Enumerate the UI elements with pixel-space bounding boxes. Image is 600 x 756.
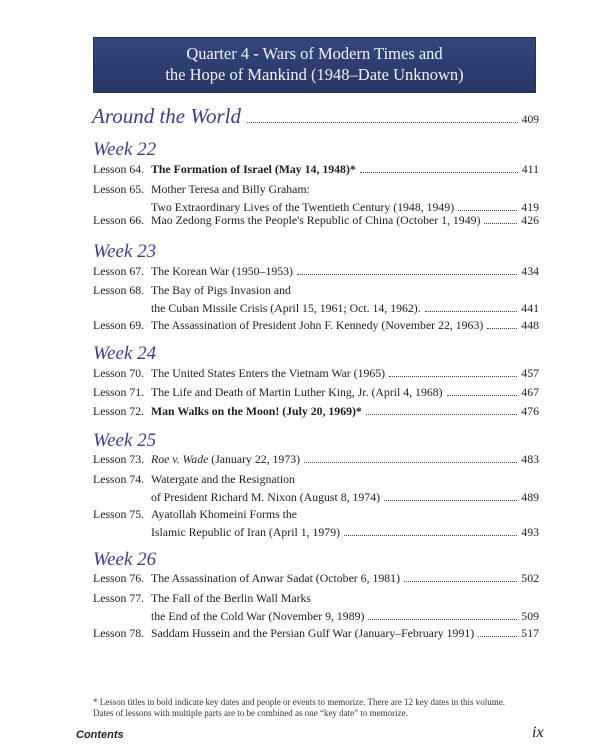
lesson-number: Lesson 70. (93, 366, 145, 380)
lesson-entry (93, 281, 539, 317)
lesson-number: Lesson 68. (93, 283, 145, 297)
lesson-page-number: 502 (521, 571, 539, 585)
section-heading (92, 104, 539, 129)
footer-page-number: ix (532, 724, 544, 741)
leader-dots (478, 636, 517, 637)
section-title: Around the World (92, 104, 241, 128)
leader-dots (368, 619, 517, 620)
section-page-number: 409 (521, 114, 539, 126)
quarter-title-line-1: Quarter 4 - Wars of Modern Times and (186, 44, 443, 63)
week-heading: Week 25 (93, 430, 157, 451)
lesson-page-number: 426 (521, 213, 539, 227)
lesson-title: The Assassination of Anwar Sadat (October 6, 1981) (151, 571, 400, 585)
lesson-page-number: 509 (521, 609, 539, 623)
lesson-title: The Korean War (1950–1953) (151, 264, 293, 278)
lesson-page-number: 517 (521, 626, 539, 640)
lesson-title: The Life and Death of Martin Luther King, Jr. (April 4, 1968) (151, 385, 443, 399)
lesson-page-number: 434 (521, 264, 539, 278)
leader-dots (487, 328, 517, 329)
leader-dots (344, 535, 517, 536)
lesson-page-number: 483 (521, 452, 539, 466)
lesson-number: Lesson 72. (93, 404, 145, 418)
lesson-number: Lesson 74. (93, 472, 145, 486)
lesson-title: The Assassination of President John F. Kennedy (November 22, 1963) (151, 318, 484, 332)
lesson-entry (93, 505, 539, 541)
lesson-title: The Formation of Israel (May 14, 1948)* (151, 162, 356, 176)
lesson-title: The United States Enters the Vietnam War (1965) (151, 366, 386, 380)
lesson-title: The Bay of Pigs Invasion and (151, 283, 291, 297)
quarter-title-line-2: the Hope of Mankind (1948–Date Unknown) (165, 65, 464, 84)
lesson-number: Lesson 66. (93, 213, 145, 227)
lesson-entry (93, 624, 539, 642)
lesson-number: Lesson 78. (93, 626, 145, 640)
lesson-page-number: 476 (521, 404, 539, 418)
lesson-number: Lesson 75. (93, 507, 145, 521)
lesson-number: Lesson 69. (93, 318, 145, 332)
lesson-page-number: 457 (521, 366, 539, 380)
lesson-title: The Fall of the Berlin Wall Marks (151, 591, 312, 605)
lesson-title: (January 22, 1973) (208, 452, 301, 466)
leader-dots (360, 172, 518, 173)
lesson-entry (93, 589, 539, 625)
leader-dots (425, 311, 518, 312)
lesson-entry (93, 316, 539, 334)
lesson-entry (93, 470, 539, 506)
lesson-page-number: 411 (521, 162, 539, 176)
lesson-entry (93, 383, 539, 401)
lesson-title-italic: Roe v. Wade (151, 452, 209, 466)
lesson-title-continued: of President Richard M. Nixon (August 8, 1974) (151, 490, 381, 504)
lesson-page-number: 489 (521, 490, 539, 504)
lesson-title: Ayatollah Khomeini Forms the (151, 507, 298, 521)
lesson-entry (93, 160, 539, 178)
lesson-entry (93, 402, 539, 420)
lesson-page-number: 441 (521, 301, 539, 315)
lesson-page-number: 448 (521, 318, 539, 332)
lesson-number: Lesson 65. (93, 182, 145, 196)
lesson-page-number: 467 (521, 385, 539, 399)
lesson-number: Lesson 77. (93, 591, 145, 605)
lesson-title: Mao Zedong Forms the People's Republic of China (October 1, 1949) (151, 213, 481, 227)
lesson-entry (93, 450, 539, 468)
footnote-line-2: Dates of lessons with multiple parts are to be combined as one “key date” to memorize. (93, 708, 408, 718)
lesson-number: Lesson 71. (93, 385, 145, 399)
footnote (93, 697, 533, 719)
lesson-entry (93, 569, 539, 587)
week-heading: Week 26 (93, 549, 157, 570)
lesson-title: Watergate and the Resignation (151, 472, 295, 486)
leader-dots (366, 414, 517, 415)
lesson-title: Mother Teresa and Billy Graham: (151, 182, 310, 196)
lesson-entry (93, 364, 539, 382)
quarter-banner (93, 37, 536, 93)
lesson-title-continued: Islamic Republic of Iran (April 1, 1979) (151, 525, 341, 539)
lesson-number: Lesson 73. (93, 452, 145, 466)
lesson-entry (93, 262, 539, 280)
leader-dots (404, 581, 517, 582)
lesson-page-number: 493 (521, 525, 539, 539)
lesson-title-continued: the Cuban Missile Crisis (April 15, 1961; Oct. 14, 1962). (151, 301, 421, 315)
leader-dots (297, 274, 517, 275)
lesson-title-continued: the End of the Cold War (November 9, 1989) (151, 609, 365, 623)
leader-dots (447, 395, 518, 396)
footnote-line-1: * Lesson titles in bold indicate key dates and people or events to memorize. There are 12 key dates in this volume. (93, 697, 505, 707)
lesson-title: Saddam Hussein and the Persian Gulf War (January–February 1991) (151, 626, 475, 640)
lesson-title-continued: Two Extraordinary Lives of the Twentieth Century (1948, 1949) (151, 200, 455, 214)
week-heading: Week 22 (93, 139, 157, 160)
lesson-title: Man Walks on the Moon! (July 20, 1969)* (151, 404, 362, 418)
lesson-number: Lesson 64. (93, 162, 145, 176)
lesson-number: Lesson 67. (93, 264, 145, 278)
leader-dots (484, 223, 517, 224)
week-heading: Week 23 (93, 241, 157, 262)
leader-dots (247, 122, 518, 123)
lesson-page-number: 419 (521, 200, 539, 214)
footer-label: Contents (76, 729, 124, 741)
week-heading: Week 24 (93, 343, 157, 364)
leader-dots (304, 462, 517, 463)
lesson-entry (93, 211, 539, 229)
lesson-number: Lesson 76. (93, 571, 145, 585)
leader-dots (389, 376, 517, 377)
leader-dots (384, 500, 517, 501)
